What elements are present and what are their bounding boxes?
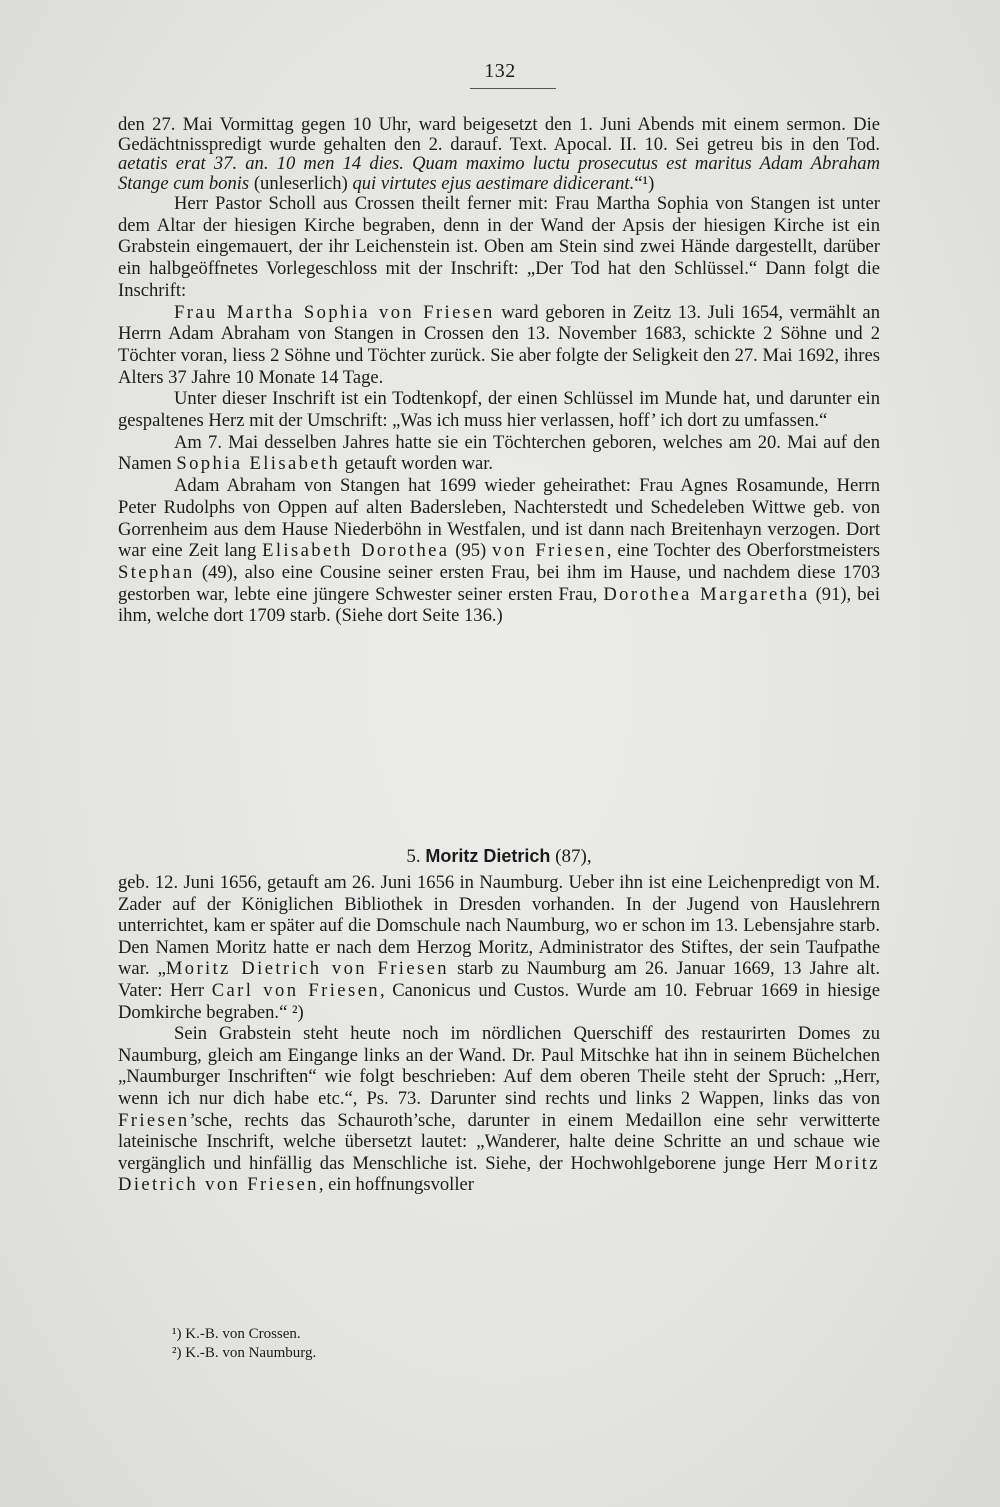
body-text — [118, 115, 880, 627]
paragraph-text: Herr Pastor Scholl aus Crossen theilt ferner mit: Frau Martha Sophia von Stangen ist unter dem Altar der hiesigen Kirche begraben, denn in der Wand der Apsis der hiesigen Kirche ist ein Grabstein eingemauert, der ihr Leichenstein ist. Oben am Stein sind zwei Hände dargestellt, darüber ein halbgeöffnetes Vorlegeschloss mit der Inschrift: „Der Tod hat den Schlüssel.“ Dann folgt die Inschrift: — [118, 193, 880, 301]
paragraph-text: starb zu Naumburg am 26. Januar 1669, 13 Jahre alt. Vater: Herr — [118, 958, 880, 1001]
section-number: 5. — [406, 846, 421, 867]
paragraph-text: (95) — [449, 540, 493, 562]
paragraph-text: ward geboren in Zeitz 13. Juli 1654, vermählt an Herrn Adam Abraham von Stangen in Crossen den 13. November 1683, schickte 2 Söhne und 2 Töchter voran, liess 2 Söhne und Töchter zurück. Sie aber folgte der Seligkeit den 27. Mai 1692, ihres Alters 37 Jahre 10 Monate 14 Tage. — [118, 301, 880, 388]
paragraph-text: Sein Grabstein steht heute noch im nördlichen Querschiff des restaurirten Domes zu Naumburg, gleich am Eingange links an der Wand. Dr. Paul Mitschke hat ihn in seinem Büchelchen „Naumburger Inschriften“ wie folgt beschrieben: Auf dem oberen Theile steht der Spruch: „Herr, wenn ich nur dich habe etc.“, Ps. 73. Darunter sind rechts und links 2 Wappen, links das von — [118, 1023, 880, 1109]
paragraph-text: Adam Abraham von Stangen hat 1699 wieder geheirathet: Frau Agnes Rosamunde, Herrn Peter Rudolphs von Oppen auf alten Badersleben, Nachterstedt und Schedeleben Wittwe geb. von Gorrenheim aus dem Hause Niederböhn in Westfalen, und ist dann nach Breitenhayn verzogen. Dort war eine Zeit lang — [118, 475, 880, 562]
footnotes — [172, 1325, 572, 1363]
spaced-name: von Friesen — [492, 540, 607, 562]
paragraph-text: (91), bei ihm, welche dort 1709 starb. (Siehe dort Seite 136.) — [118, 583, 880, 627]
paragraph-skull — [118, 388, 880, 431]
spaced-name: Carl von Friesen — [211, 979, 380, 1001]
paragraph-text: ’sche, rechts das Schauroth’sche, darunter in einem Medaillon eine sehr verwitterte lateinische Inschrift, welche übersetzt lautet: „Wanderer, halte deine Schritte an und schaue wie vergänglich und hinfällig das Menschliche ist. Siehe, der Hochwohlgeborene junge Herr — [118, 1109, 880, 1174]
section-ref: (87), — [555, 846, 592, 867]
footnote-ref: “¹) — [634, 172, 655, 194]
spaced-name: Moritz Dietrich von Friesen — [165, 958, 449, 980]
spaced-name: Frau Martha Sophia von Friesen — [174, 301, 495, 323]
spaced-name: Stephan — [118, 561, 195, 583]
section-title: Moritz Dietrich — [425, 846, 551, 866]
paragraph-text: (unleserlich) — [249, 172, 353, 194]
page-number: 132 — [484, 60, 516, 82]
paragraph-text: , Canonicus und Custos. Wurde am 10. Februar 1669 in hiesige Domkirche begraben.“ ²) — [118, 979, 880, 1023]
paragraph-text: getauft worden war. — [340, 453, 494, 475]
paragraph-text: geb. 12. Juni 1656, getauft am 26. Juni 1656 in Naumburg. Ueber ihn ist eine Leichenpredigt von M. Zader auf der Königlichen Bibliothek in Dresden vorhanden. In der Jugend von Hauslehrern unterrichtet, kam er später auf die Domschule nach Naumburg, wo er schon im 13. Lebensjahre starb. Den Namen Moritz hatte er nach dem Herzog Moritz, Administrator des Stiftes, der sein Taufpathe war. „ — [118, 872, 880, 980]
paragraph-text: (49), also eine Cousine seiner ersten Frau, bei ihm im Hause, und nachdem diese 1703 gestorben war, lebte eine jüngere Schwester seiner ersten Frau, — [118, 561, 880, 605]
paragraph-remarriage — [118, 475, 880, 627]
spaced-name: Sophia Elisabeth — [176, 453, 341, 475]
spaced-name: Elisabeth Dorothea — [262, 540, 450, 562]
paragraph-text: den 27. Mai Vormittag gegen 10 Uhr, ward beigesetzt den 1. Juni Abends mit einem sermon. Die Gedächtnisspredigt wurde gehalten den 2. darauf. Text. Apocal. II. 10. Sei getreu bis in den Tod. — [118, 114, 880, 155]
paragraph-text: Unter dieser Inschrift ist ein Todtenkopf, der einen Schlüssel im Munde hat, und darunter ein gespaltenes Herz mit der Umschrift: „Was ich muss hier verlassen, hoff’ ich dort zu umfassen.“ — [118, 388, 880, 432]
paragraph-birth — [118, 872, 880, 1023]
spaced-name: Moritz Dietrich von Friesen — [118, 1152, 880, 1196]
paragraph-text: , eine Tochter des Oberforstmeisters — [606, 540, 880, 562]
page-number-rule — [470, 88, 556, 89]
latin-italic-text: qui virtutes ejus aestimare didicerant. — [352, 172, 635, 194]
spaced-name: Dorothea Margaretha — [603, 583, 810, 605]
paragraph-gravestone — [118, 1023, 880, 1196]
spaced-name: Friesen — [118, 1109, 190, 1131]
paragraph-scholl — [118, 193, 880, 302]
footnote-2: ²) K.-B. von Naumburg. — [172, 1345, 317, 1361]
section-heading — [118, 846, 880, 868]
section-body — [118, 872, 880, 1196]
footnote-1: ¹) K.-B. von Crossen. — [172, 1326, 301, 1342]
paragraph-text: Am 7. Mai desselben Jahres hatte sie ein Töchterchen geboren, welches am 20. Mai auf den Namen — [118, 431, 880, 475]
paragraph-burial — [118, 115, 880, 193]
paragraph-daughter — [118, 432, 880, 475]
paragraph-text: , ein hoffnungsvoller — [318, 1174, 474, 1196]
paragraph-inscription — [118, 302, 880, 389]
latin-italic-text: aetatis erat 37. an. 10 men 14 dies. Quam maximo luctu prosecutus est maritus Adam Abraham Stange cum bonis — [118, 153, 880, 194]
